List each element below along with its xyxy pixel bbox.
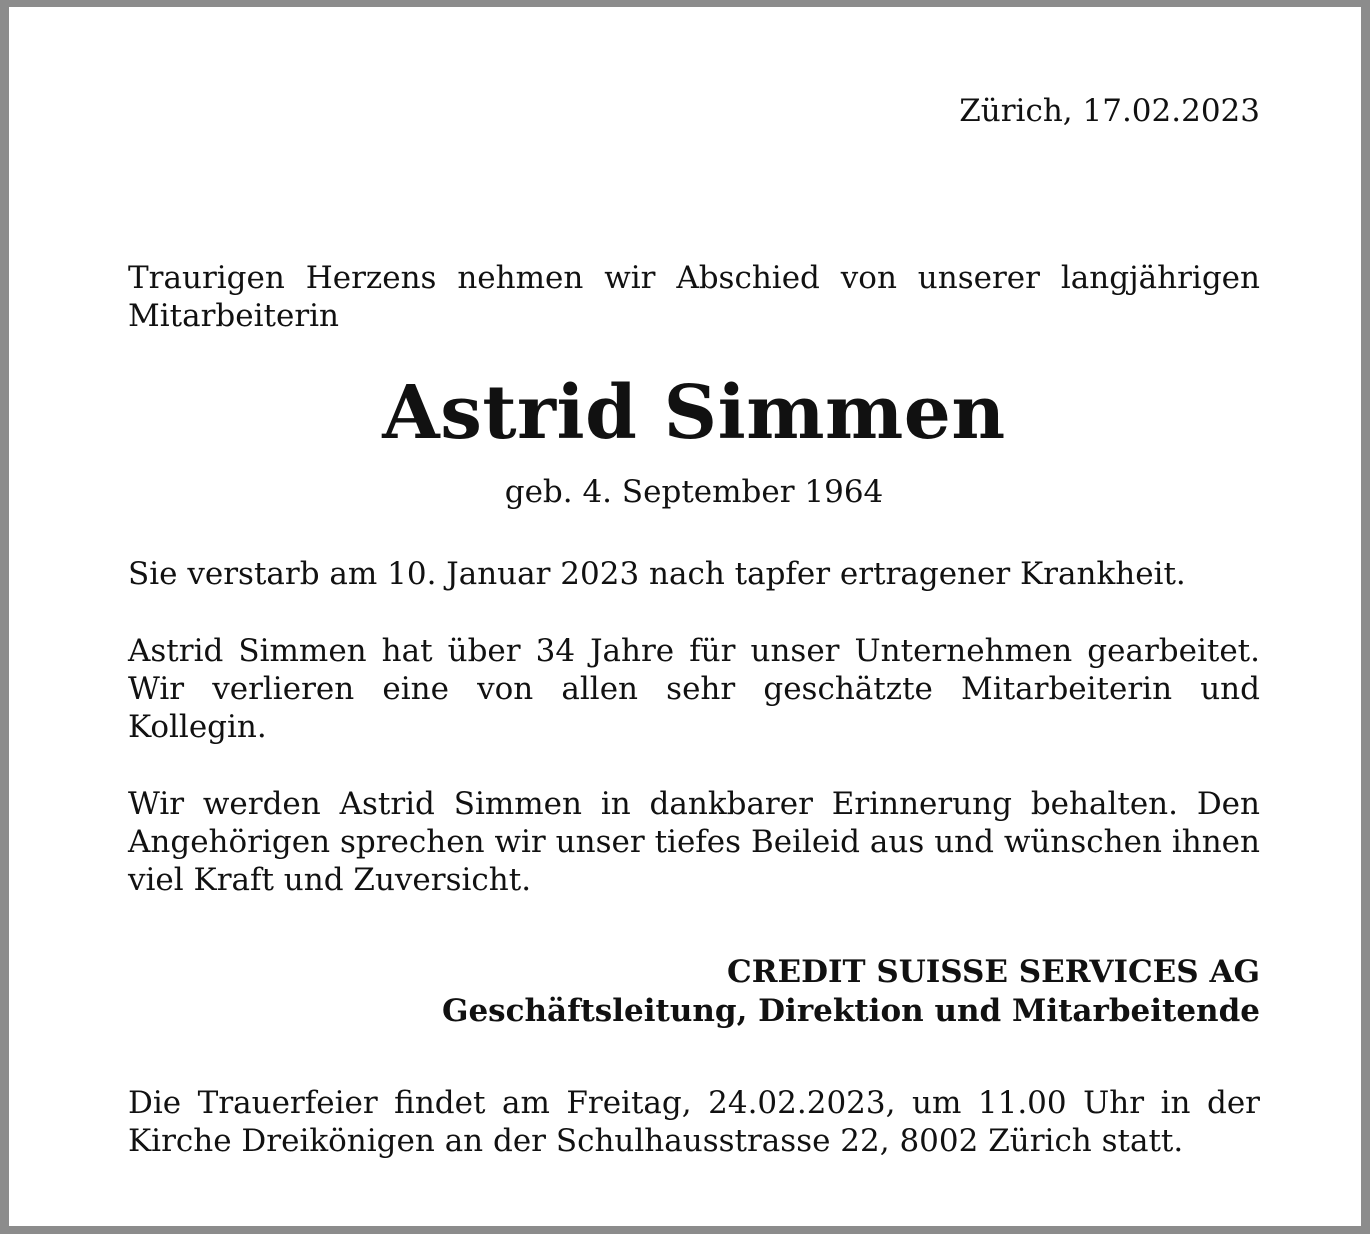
intro-paragraph: Traurigen Herzens nehmen wir Abschied von unserer langjährigen Mitarbeiterin xyxy=(128,260,1260,334)
funeral-paragraph: Die Trauerfeier findet am Freitag, 24.02.2023, um 11.00 Uhr in der Kirche Dreikönigen an der Schulhausstrasse 22, 8002 Zürich statt. xyxy=(128,1085,1260,1159)
signatories: Geschäftsleitung, Direktion und Mitarbeitende xyxy=(441,993,1260,1029)
date-line: Zürich, 17.02.2023 xyxy=(959,93,1260,129)
condolence-paragraph: Wir werden Astrid Simmen in dankbarer Erinnerung behalten. Den Angehörigen sprechen wir unser tiefes Beileid aus und wünschen ihnen viel Kraft und Zuversicht. xyxy=(128,786,1260,898)
company-name: CREDIT SUISSE SERVICES AG xyxy=(727,954,1260,990)
deceased-name: Astrid Simmen xyxy=(382,370,1006,456)
death-paragraph: Sie verstarb am 10. Januar 2023 nach tapfer ertragener Krankheit. xyxy=(128,556,1186,592)
birth-date: geb. 4. September 1964 xyxy=(504,474,884,510)
career-paragraph: Astrid Simmen hat über 34 Jahre für unser Unternehmen gearbeitet. Wir verlieren eine von allen sehr geschätzte Mitarbeiterin und Kollegin. xyxy=(128,633,1260,745)
